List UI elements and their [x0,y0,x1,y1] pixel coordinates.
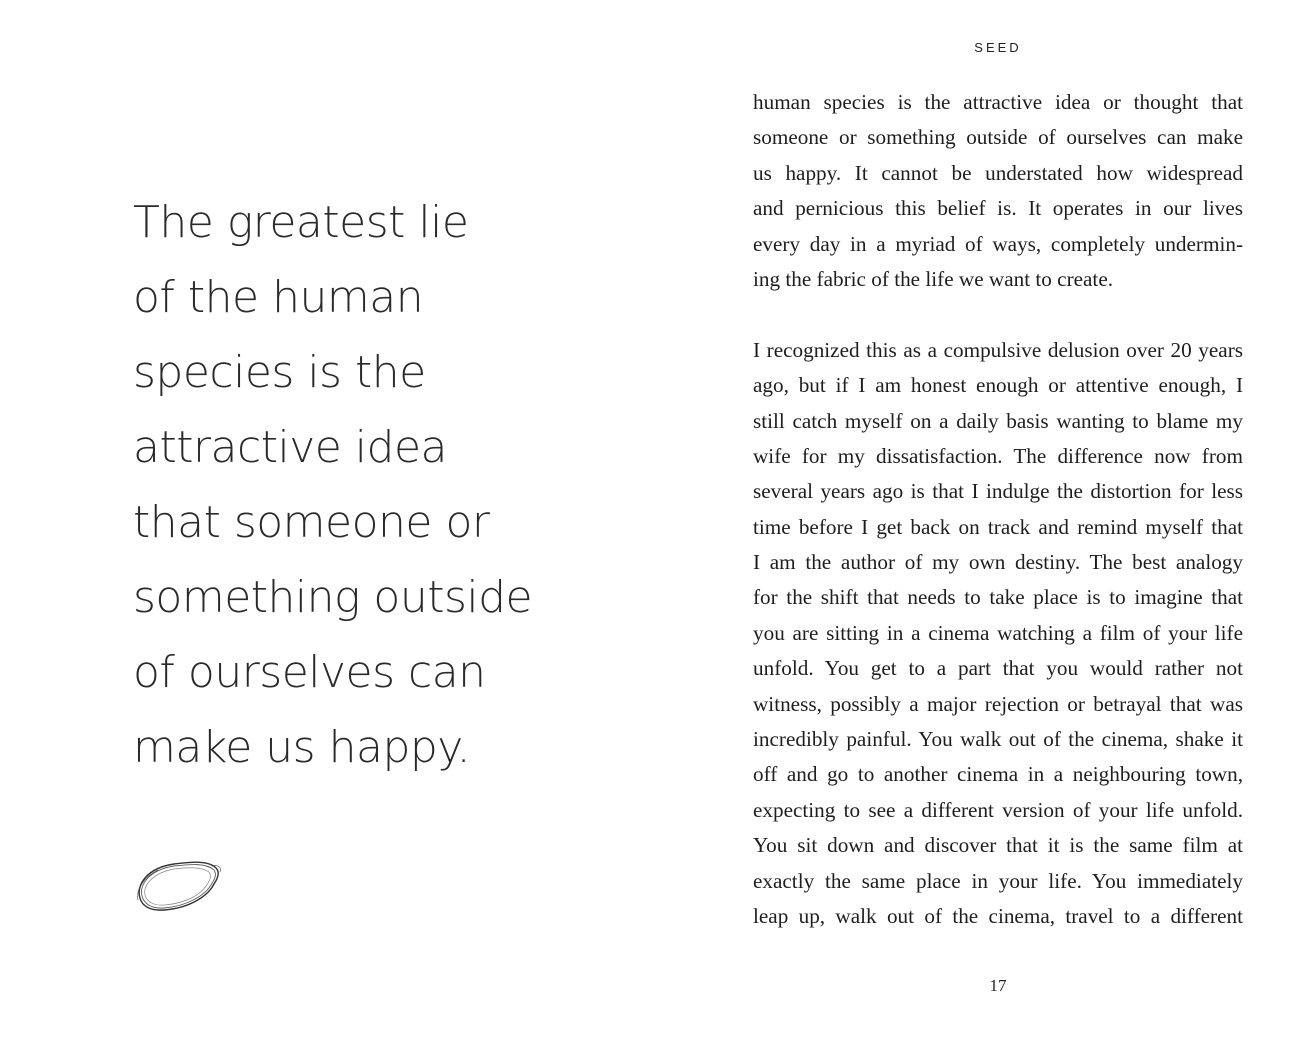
pull-quote-line: of ourselves can [133,647,486,698]
text-line: ing the fabric of the life we want to create. [753,266,1114,291]
text-line: expecting to see a different version of your life unfold. [753,797,1243,822]
pull-quote-line: something outside [133,572,533,623]
text-line: wife for my dissatisfaction. The difference now from [753,443,1243,468]
text-line: incredibly painful. You walk out of the cinema, shake it [753,727,1243,752]
text-line: You sit down and discover that it is the same film at [753,833,1243,858]
text-line: unfold. You get to a part that you would rather not [753,656,1243,681]
pull-quote [133,185,613,785]
text-line: exactly the same place in your life. You immediately [753,868,1243,893]
text-line: I am the author of my own destiny. The best analogy [753,550,1243,575]
text-line: several years ago is that I indulge the distortion for less [753,479,1243,504]
right-page [655,0,1311,1051]
pull-quote-line: The greatest lie [133,197,469,248]
text-line: I recognized this as a compulsive delusion over 20 years [753,337,1243,362]
running-head: SEED [974,40,1022,55]
left-page [0,0,655,1051]
text-line: witness, possibly a major rejection or betrayal that was [753,691,1243,716]
text-line: someone or something outside of ourselves can make [753,125,1243,150]
page-number: 17 [989,976,1007,995]
body-text [753,85,1243,934]
text-line: human species is the attractive idea or thought that [753,90,1243,114]
text-line: us happy. It cannot be understated how widespread [753,160,1243,185]
text-line: off and go to another cinema in a neighbouring town, [753,762,1243,787]
text-line: ago, but if I am honest enough or attentive enough, I [753,373,1243,398]
text-line: and pernicious this belief is. It operates in our lives [753,196,1243,221]
pull-quote-line: make us happy. [133,722,471,773]
paragraph-break [753,297,1243,332]
pull-quote-line: of the human [133,272,424,323]
text-line: you are sitting in a cinema watching a film of your life [753,620,1243,645]
seed-sketch-icon [134,858,222,914]
pull-quote-line: attractive idea [133,422,447,473]
text-line: every day in a myriad of ways, completely undermin- [753,231,1243,256]
text-line: leap up, walk out of the cinema, travel to a different [753,903,1243,928]
pull-quote-line: that someone or [133,497,490,548]
pull-quote-line: species is the [133,347,426,398]
text-line: still catch myself on a daily basis wanting to blame my [753,408,1243,433]
text-line: for the shift that needs to take place is to imagine that [753,585,1243,610]
text-line: time before I get back on track and remind myself that [753,514,1243,539]
